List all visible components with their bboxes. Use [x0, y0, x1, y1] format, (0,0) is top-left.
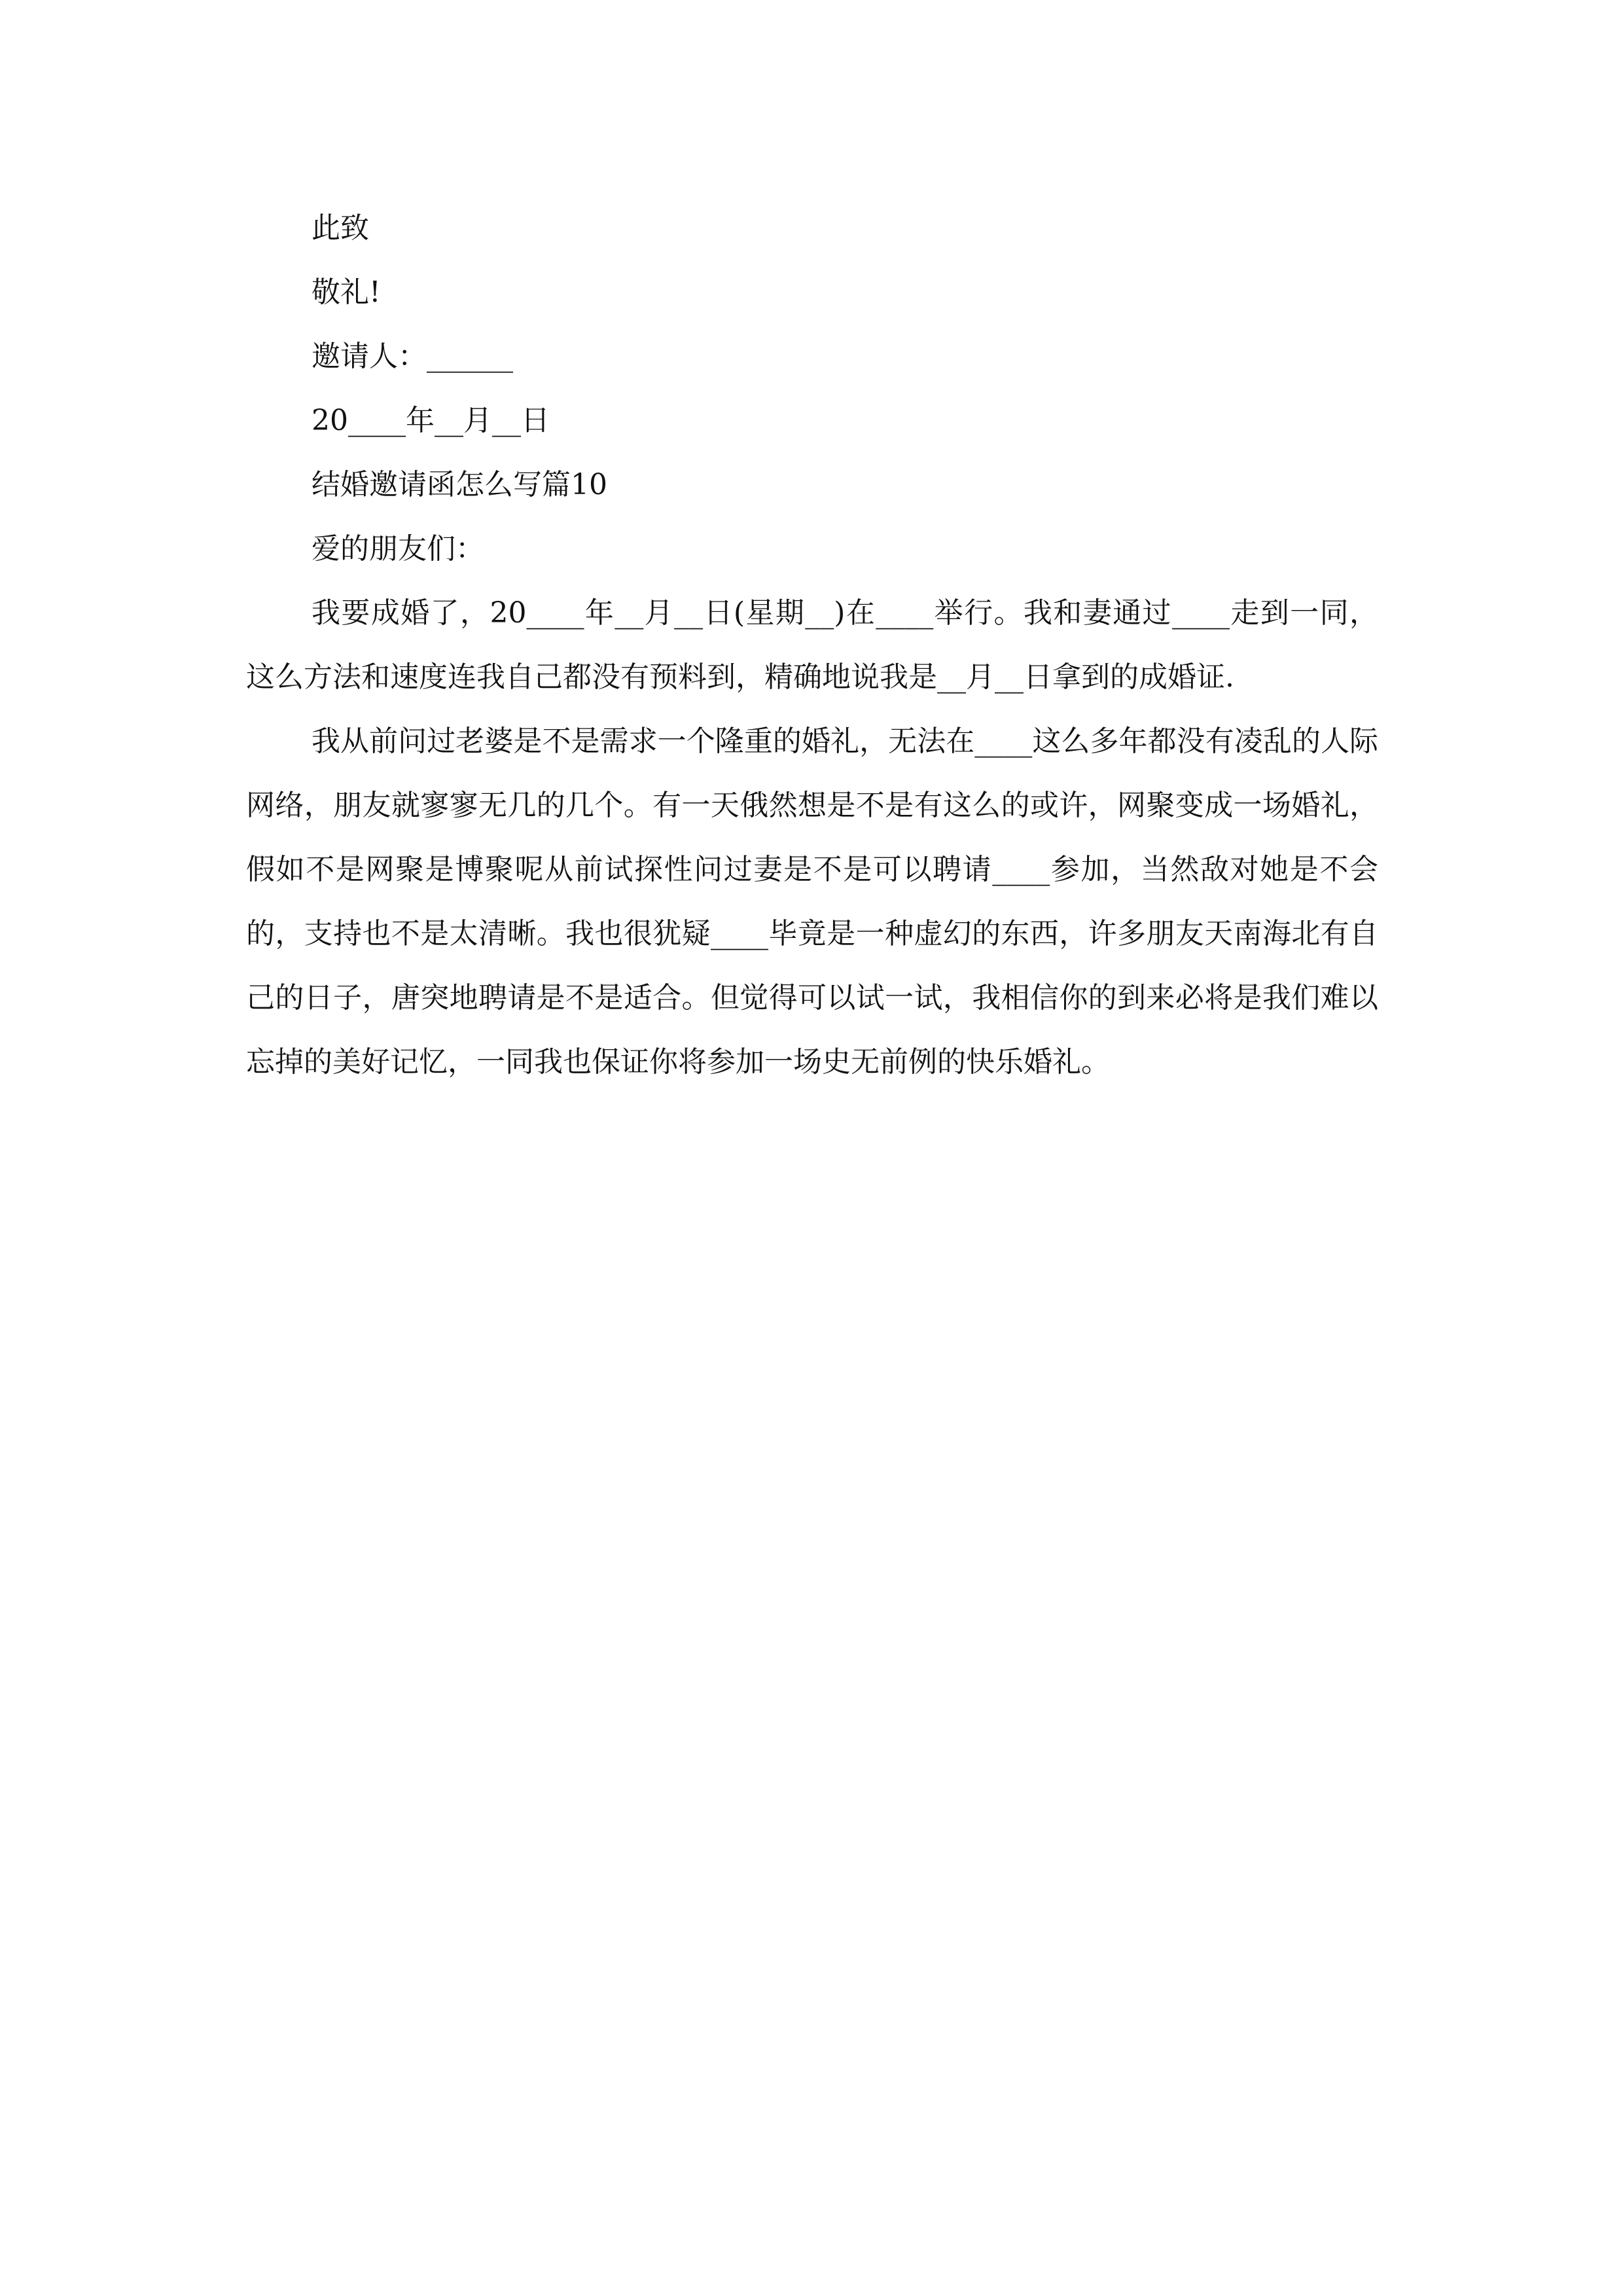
inviter-line: 邀请人：______ — [312, 340, 513, 373]
date-line: 20____年__月__日 — [312, 404, 550, 437]
closing-line-1: 此致 — [312, 211, 369, 245]
closing-line-2: 敬礼! — [312, 276, 381, 309]
greeting-line: 爱的朋友们： — [312, 532, 484, 565]
section-title: 结婚邀请函怎么写篇10 — [312, 468, 607, 501]
body-paragraph-2: 我从前问过老婆是不是需求一个隆重的婚礼，无法在____这么多年都没有凌乱的人际网络，朋友就寥寥无几的几个。有一天俄然想是不是有这么的或许，网聚变成一场婚礼，假如不是网聚是博聚呢从前试探性问过妻是不是可以聘请____参加，当然敌对她是不会的，支持也不是太清晰。我也很犹疑____毕竟是一种虚幻的东西，许多朋友天南海北有自己的日子，唐突地聘请是不是适合。但觉得可以试一试，我相信你的到来必将是我们难以忘掉的美好记忆，一同我也保证你将参加一场史无前例的快乐婚礼。 — [246, 725, 1378, 1079]
document-body — [246, 196, 1378, 1094]
body-paragraph-1: 我要成婚了，20____年__月__日(星期__)在____举行。我和妻通过____走到一同，这么方法和速度连我自己都没有预料到，精确地说我是__月__日拿到的成婚证. — [246, 596, 1378, 694]
